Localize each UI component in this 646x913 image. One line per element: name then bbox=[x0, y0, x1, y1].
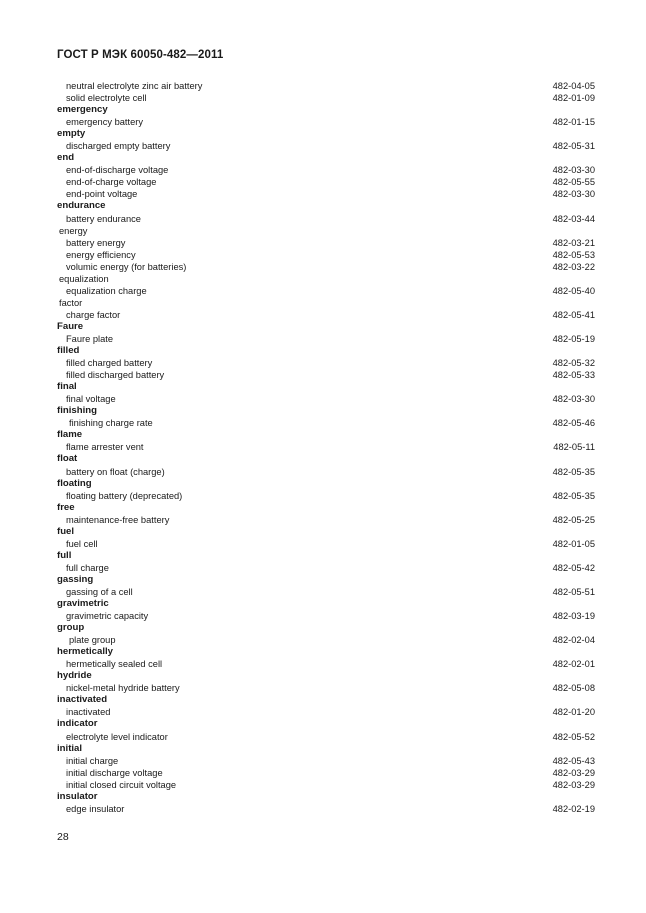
index-entry-row bbox=[57, 803, 595, 815]
index-keyword-row bbox=[57, 478, 595, 490]
index-entry-row bbox=[57, 682, 595, 694]
index-term: solid electrolyte cell bbox=[66, 93, 147, 104]
term-code: 482-05-25 bbox=[552, 514, 595, 525]
term-code: 482-05-46 bbox=[552, 418, 595, 429]
index-keyword: factor bbox=[59, 297, 83, 308]
index-entry-row bbox=[57, 562, 595, 574]
index-term: battery endurance bbox=[66, 213, 141, 224]
index-keyword-row bbox=[57, 345, 595, 357]
index-keyword-row bbox=[57, 200, 595, 212]
term-code: 482-05-52 bbox=[552, 731, 595, 742]
index-keyword: indicator bbox=[57, 718, 98, 730]
index-entry-row bbox=[57, 586, 595, 598]
index-entry-row bbox=[57, 634, 595, 646]
index-term: electrolyte level indicator bbox=[66, 731, 168, 742]
term-index bbox=[57, 80, 595, 815]
index-keyword: final bbox=[57, 381, 77, 393]
index-keyword-row bbox=[57, 502, 595, 514]
term-code: 482-05-35 bbox=[552, 466, 595, 477]
term-code: 482-03-21 bbox=[552, 237, 595, 248]
index-entry-row bbox=[57, 610, 595, 622]
index-term: final voltage bbox=[66, 394, 116, 405]
index-term: maintenance-free battery bbox=[66, 514, 170, 525]
index-entry-row bbox=[57, 538, 595, 550]
index-entry-row bbox=[57, 309, 595, 321]
index-keyword: full bbox=[57, 549, 72, 561]
index-entry-row bbox=[57, 357, 595, 369]
index-keyword-row bbox=[57, 297, 595, 309]
term-code: 482-05-33 bbox=[552, 370, 595, 381]
term-code: 482-03-44 bbox=[552, 213, 595, 224]
index-term: gravimetric capacity bbox=[66, 611, 149, 622]
index-entry-row bbox=[57, 333, 595, 345]
index-keyword-row bbox=[57, 670, 595, 682]
index-keyword-row bbox=[57, 550, 595, 562]
term-code: 482-05-32 bbox=[552, 358, 595, 369]
index-term: floating battery (deprecated) bbox=[66, 490, 183, 501]
index-term: charge factor bbox=[66, 309, 121, 320]
term-code: 482-05-55 bbox=[552, 177, 595, 188]
index-keyword-row bbox=[57, 694, 595, 706]
index-keyword-row bbox=[57, 718, 595, 730]
index-entry-row bbox=[57, 393, 595, 405]
index-keyword: group bbox=[57, 622, 85, 634]
index-term: filled charged battery bbox=[66, 358, 153, 369]
index-keyword-row bbox=[57, 743, 595, 755]
term-code: 482-01-09 bbox=[552, 93, 595, 104]
index-keyword: filled bbox=[57, 345, 80, 357]
index-entry-row bbox=[57, 188, 595, 200]
index-term: neutral electrolyte zinc air battery bbox=[66, 81, 203, 91]
term-code: 482-01-20 bbox=[552, 707, 595, 718]
term-code: 482-03-30 bbox=[552, 189, 595, 200]
index-term: energy efficiency bbox=[66, 249, 136, 260]
index-keyword-row bbox=[57, 225, 595, 237]
index-keyword: inactivated bbox=[57, 694, 108, 706]
term-code: 482-04-05 bbox=[552, 81, 595, 91]
index-entry-row bbox=[57, 285, 595, 297]
term-code: 482-05-40 bbox=[552, 285, 595, 296]
term-code: 482-05-35 bbox=[552, 490, 595, 501]
index-entry-row bbox=[57, 164, 595, 176]
index-entry-row bbox=[57, 767, 595, 779]
index-term: edge insulator bbox=[66, 803, 125, 814]
index-keyword: hermetically bbox=[57, 646, 113, 658]
index-keyword: energy bbox=[59, 225, 88, 236]
term-code: 482-05-53 bbox=[552, 249, 595, 260]
index-term: full charge bbox=[66, 562, 109, 573]
index-keyword-row bbox=[57, 405, 595, 417]
term-code: 482-01-05 bbox=[552, 538, 595, 549]
index-keyword-row bbox=[57, 646, 595, 658]
term-code: 482-02-01 bbox=[552, 659, 595, 670]
page-number: 28 bbox=[57, 831, 69, 843]
index-entry-row bbox=[57, 92, 595, 104]
index-keyword-row bbox=[57, 273, 595, 285]
index-keyword-row bbox=[57, 622, 595, 634]
index-keyword: endurance bbox=[57, 200, 106, 212]
index-keyword-row bbox=[57, 598, 595, 610]
index-keyword-row bbox=[57, 104, 595, 116]
index-entry-row bbox=[57, 80, 595, 92]
index-entry-row bbox=[57, 237, 595, 249]
index-term: finishing charge rate bbox=[69, 418, 153, 429]
index-term: initial closed circuit voltage bbox=[66, 779, 177, 790]
term-code: 482-03-29 bbox=[552, 779, 595, 790]
index-keyword-row bbox=[57, 128, 595, 140]
index-entry-row bbox=[57, 466, 595, 478]
index-entry-row bbox=[57, 116, 595, 128]
term-code: 482-03-30 bbox=[552, 165, 595, 176]
index-entry-row bbox=[57, 176, 595, 188]
index-keyword: finishing bbox=[57, 405, 97, 417]
index-term: fuel cell bbox=[66, 538, 98, 549]
index-term: battery energy bbox=[66, 237, 126, 248]
index-keyword-row bbox=[57, 381, 595, 393]
term-code: 482-03-30 bbox=[552, 394, 595, 405]
index-keyword: hydride bbox=[57, 670, 92, 682]
index-entry-row bbox=[57, 755, 595, 767]
term-code: 482-05-42 bbox=[552, 562, 595, 573]
index-entry-row bbox=[57, 261, 595, 273]
index-term: inactivated bbox=[66, 707, 111, 718]
index-keyword: emergency bbox=[57, 104, 108, 116]
index-term: equalization charge bbox=[66, 285, 147, 296]
index-term: filled discharged battery bbox=[66, 370, 165, 381]
index-entry-row bbox=[57, 658, 595, 670]
running-header: ГОСТ Р МЭК 60050-482—2011 bbox=[57, 49, 224, 61]
index-keyword: float bbox=[57, 453, 78, 465]
index-keyword-row bbox=[57, 152, 595, 164]
index-term: initial discharge voltage bbox=[66, 767, 163, 778]
index-term: end-of-discharge voltage bbox=[66, 165, 169, 176]
index-entry-row bbox=[57, 140, 595, 152]
index-term: plate group bbox=[69, 635, 116, 646]
term-code: 482-05-19 bbox=[552, 333, 595, 344]
term-code: 482-01-15 bbox=[552, 117, 595, 128]
index-keyword: empty bbox=[57, 128, 86, 140]
term-code: 482-02-04 bbox=[552, 635, 595, 646]
index-keyword: initial bbox=[57, 742, 83, 754]
index-term: Faure plate bbox=[66, 333, 114, 344]
term-code: 482-03-19 bbox=[552, 611, 595, 622]
index-entry-row bbox=[57, 213, 595, 225]
term-code: 482-05-08 bbox=[552, 683, 595, 694]
term-code: 482-02-19 bbox=[552, 803, 595, 814]
index-keyword-row bbox=[57, 429, 595, 441]
index-term: volumic energy (for batteries) bbox=[66, 261, 187, 272]
index-term: end-point voltage bbox=[66, 189, 138, 200]
index-term: gassing of a cell bbox=[66, 586, 133, 597]
index-keyword: gravimetric bbox=[57, 598, 109, 610]
index-entry-row bbox=[57, 779, 595, 791]
index-keyword: insulator bbox=[57, 790, 98, 802]
index-entry-row bbox=[57, 490, 595, 502]
index-keyword: fuel bbox=[57, 525, 75, 537]
index-entry-row bbox=[57, 249, 595, 261]
index-entry-row bbox=[57, 369, 595, 381]
index-keyword: end bbox=[57, 152, 75, 164]
index-term: nickel-metal hydride battery bbox=[66, 683, 180, 694]
index-keyword: flame bbox=[57, 429, 83, 441]
index-keyword-row bbox=[57, 791, 595, 803]
index-entry-row bbox=[57, 514, 595, 526]
index-term: battery on float (charge) bbox=[66, 466, 165, 477]
term-code: 482-05-11 bbox=[553, 442, 595, 453]
term-code: 482-05-31 bbox=[552, 141, 595, 152]
index-term: hermetically sealed cell bbox=[66, 659, 163, 670]
index-term: emergency battery bbox=[66, 117, 143, 128]
index-term: initial charge bbox=[66, 755, 119, 766]
index-keyword-row bbox=[57, 526, 595, 538]
index-entry-row bbox=[57, 441, 595, 453]
index-keyword: gassing bbox=[57, 573, 94, 585]
term-code: 482-03-29 bbox=[552, 767, 595, 778]
index-keyword-row bbox=[57, 321, 595, 333]
index-keyword-row bbox=[57, 453, 595, 465]
index-keyword: free bbox=[57, 501, 75, 513]
index-term: flame arrester vent bbox=[66, 442, 144, 453]
term-code: 482-05-41 bbox=[552, 309, 595, 320]
term-code: 482-05-51 bbox=[552, 586, 595, 597]
index-entry-row bbox=[57, 731, 595, 743]
index-term: discharged empty battery bbox=[66, 141, 171, 152]
term-code: 482-03-22 bbox=[552, 261, 595, 272]
index-keyword: floating bbox=[57, 477, 92, 489]
index-keyword: Faure bbox=[57, 320, 84, 332]
term-code: 482-05-43 bbox=[552, 755, 595, 766]
index-entry-row bbox=[57, 706, 595, 718]
index-keyword: equalization bbox=[59, 273, 109, 284]
index-term: end-of-charge voltage bbox=[66, 177, 157, 188]
index-keyword-row bbox=[57, 574, 595, 586]
index-entry-row bbox=[57, 417, 595, 429]
